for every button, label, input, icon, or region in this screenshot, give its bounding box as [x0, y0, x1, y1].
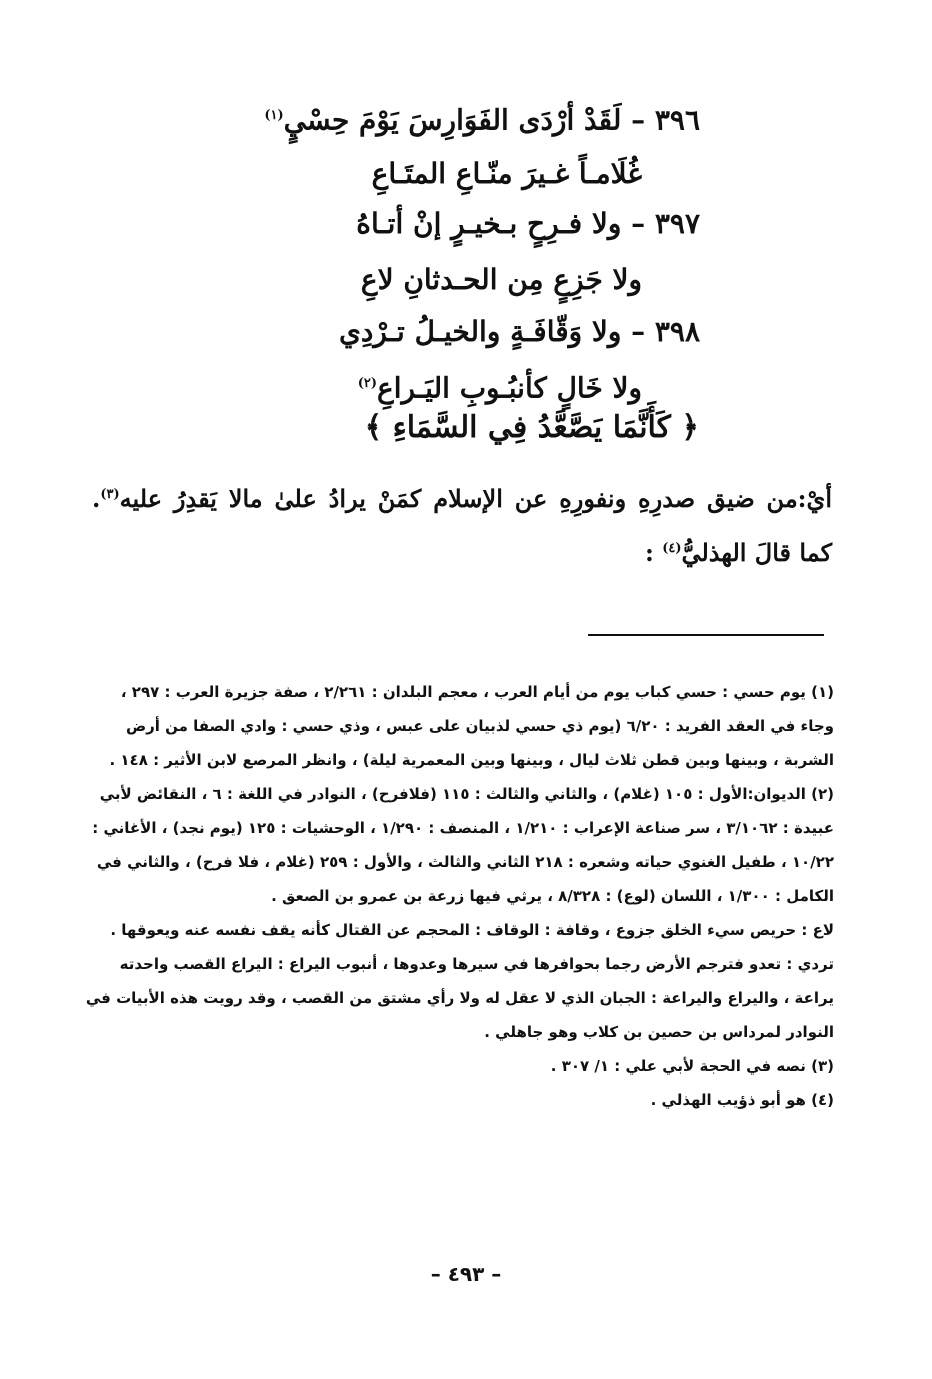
- verse-397-second-hemistich: [361, 260, 642, 300]
- footnote-text: يوم حسي : حسي كباب يوم من أيام العرب ، معجم البلدان : ٢/٢٦١ ، صفة جزيرة العرب : ٢٩٧ ، وجاء في العقد الفريد : ٦/٢٠ (يوم ذي حسي لذبيان على عبس ، وذي حسي : وادي الصفا من أرض الشربة ، وبينها وبين قطن ثلاث ليال ، وبينها وبين المعمرية ليلة) ، وانظر المرصع لابن الأثير : ١٤٨ .: [109, 683, 834, 769]
- footnote-number: (٢): [811, 785, 834, 803]
- footnote-text: نصه في الحجة لأبي علي : ١/ ٣٠٧ .: [550, 1057, 806, 1075]
- footnote-number: (٣): [811, 1057, 834, 1075]
- commentary-text: . كما قالَ الهذليُّ: [92, 484, 832, 567]
- footnote-ref: (٤): [662, 541, 682, 556]
- page-number: – ٤٩٣ –: [430, 1262, 502, 1286]
- footnote-separator: [588, 634, 824, 636]
- quran-quote: ﴿ كَأَنَّمَا يَصَّعَّدُ فِي السَّمَاءِ ﴾: [364, 410, 699, 445]
- verse-text: ٣٩٦ – لَقَدْ أرْدَى الفَوَارِسَ يَوْمَ حِسْيٍ: [283, 103, 700, 137]
- verse-396-second-hemistich: [372, 154, 642, 194]
- footnotes: [84, 675, 834, 1117]
- footnote-1: [84, 675, 834, 777]
- verse-397-first-hemistich: [356, 204, 700, 244]
- footnote-number: (١): [811, 683, 834, 701]
- verse-398-second-hemistich: [358, 364, 642, 408]
- verse-text: ولا خَالٍ كأنبُـوبِ اليَـراعِ: [377, 371, 642, 405]
- footnote-ref: (١): [264, 108, 284, 123]
- footnote-text: هو أبو ذؤيب الهذلي .: [650, 1091, 806, 1109]
- verse-text: ٣٩٧ – ولا فـرِحٍ بـخيـرٍ إنْ أتـاهُ: [356, 207, 700, 240]
- footnote-ref: (٢): [357, 376, 378, 391]
- footnote-4: [84, 1083, 834, 1117]
- footnote-2: [84, 777, 834, 913]
- verse-398-first-hemistich: [339, 312, 700, 352]
- verse-text: غُلَامـاً غـيرَ منّـاعِ المتَـاعِ: [371, 157, 642, 190]
- commentary-colon: :: [644, 538, 654, 567]
- footnote-2-gloss-1: لاع : حريص سيء الخلق جزوع ، وقافة : الوقاف : المحجم عن القتال كأنه يقف نفسه عنه ويعوقها .: [110, 921, 834, 939]
- footnote-2-gloss-2: تردي : تعدو فترجم الأرض رجما بحوافرها في سيرها وعدوها ، أنبوب اليراع : اليراع القصب واحدته يراعة ، واليراع واليراعة : الجبان الذي لا عقل له ولا رأي مشتق من القصب ، وقد رويت هذه الأبيات في النوادر لمرداس بن حصين بن كلاب وهو جاهلي .: [85, 955, 834, 1041]
- footnote-text: الديوان:الأول : ١٠٥ (غلام) ، والثاني والثالث : ١١٥ (فلافرح) ، النوادر في اللغة : ٦ ، النقائض لأبي عبيدة : ٣/١٠٦٢ ، سر صناعة الإعراب : ١/٢١٠ ، المنصف : ١/٢٩٠ ، الوحشيات : ١٢٥ (يوم نجد) ، الأغاني : ١٠/٢٢ ، طفيل الغنوي حياته وشعره : ٢١٨ الثاني والثالث ، والأول : ٢٥٩ (غلام ، فلا فرح) ، والثاني في الكامل : ١/٣٠٠ ، اللسان (لوع) : ٨/٣٢٨ ، يرثي فيها زرعة بن عمرو بن الصعق .: [92, 785, 834, 905]
- footnote-number: (٤): [811, 1091, 834, 1109]
- verse-396-first-hemistich: [264, 96, 700, 140]
- verse-text: ٣٩٨ – ولا وَقّافَـةٍ والخيـلُ تـرْدِي: [339, 315, 700, 348]
- footnote-ref: (٣): [100, 487, 120, 502]
- commentary-text: أيْ:من ضيق صدرِهِ ونفورِهِ عن الإسلام كمَنْ يرادُ علىٰ مالا يَقدِرُ عليه: [119, 484, 832, 513]
- verse-text: ولا جَزِعٍ مِن الحـدثانِ لاعِ: [360, 263, 642, 296]
- footnote-3: [84, 1049, 834, 1083]
- commentary-paragraph: [92, 470, 832, 578]
